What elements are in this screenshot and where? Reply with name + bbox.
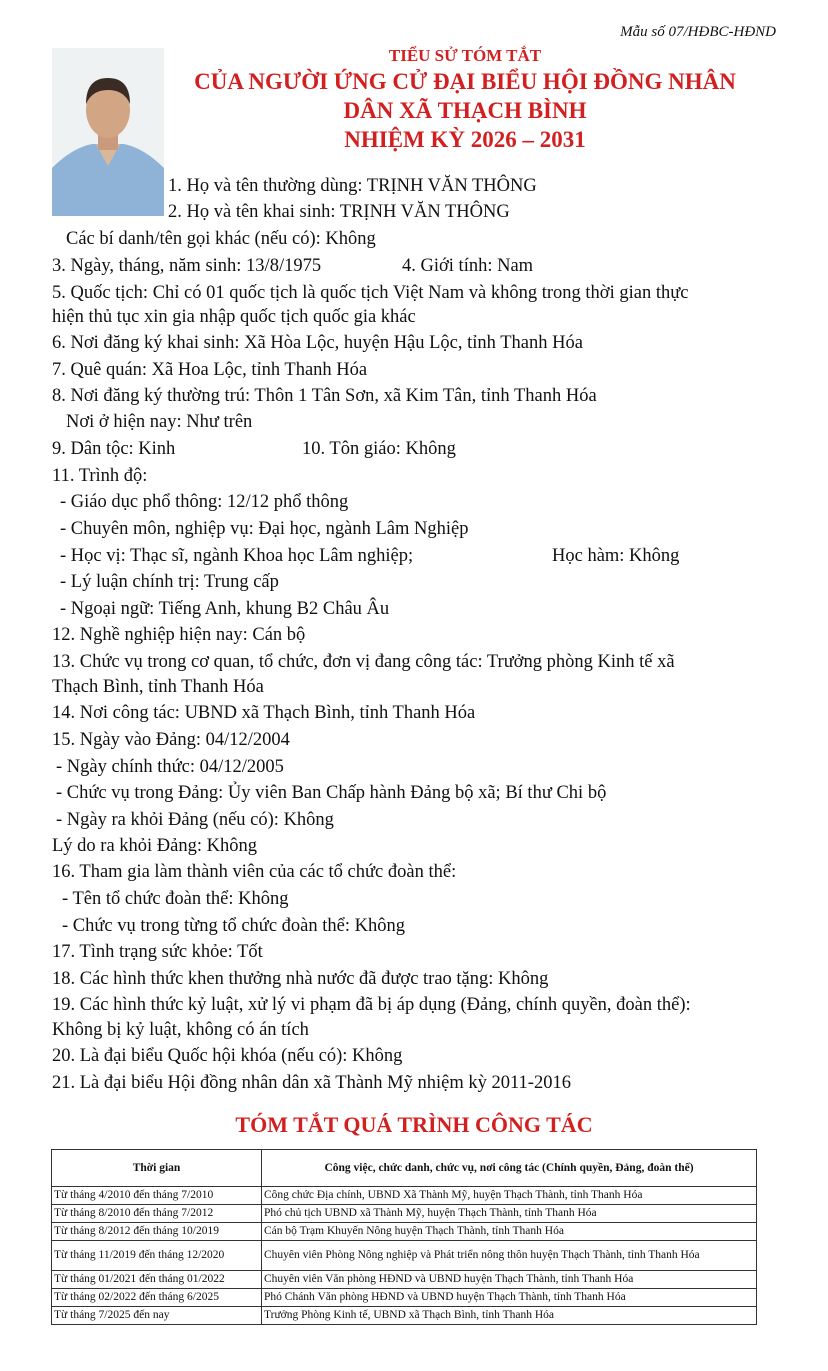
row-job: Công chức Địa chính, UBND Xã Thành Mỹ, huyện Thạch Thành, tỉnh Thanh Hóa xyxy=(262,1187,757,1205)
row-job: Cán bộ Trạm Khuyến Nông huyện Thạch Thành, tỉnh Thanh Hóa xyxy=(262,1223,757,1241)
title-line-4: NHIỆM KỲ 2026 – 2031 xyxy=(344,127,586,152)
row-job: Chuyên viên Phòng Nông nghiệp và Phát triển nông thôn huyện Thạch Thành, tỉnh Thanh Hóa xyxy=(262,1241,757,1271)
row-time: Từ tháng 7/2025 đến nay xyxy=(52,1307,262,1325)
row-time: Từ tháng 8/2010 đến tháng 7/2012 xyxy=(52,1205,262,1223)
birth-name: 2. Họ và tên khai sinh: TRỊNH VĂN THÔNG xyxy=(168,202,510,222)
council-member: 21. Là đại biểu Hội đồng nhân dân xã Thành Mỹ nhiệm kỳ 2011-2016 xyxy=(52,1073,571,1093)
party-leave-date: - Ngày ra khỏi Đảng (nếu có): Không xyxy=(56,810,334,830)
workplace: 14. Nơi công tác: UBND xã Thạch Bình, tỉnh Thanh Hóa xyxy=(52,703,476,723)
awards: 18. Các hình thức khen thưởng nhà nước đã được trao tặng: Không xyxy=(52,969,549,989)
row-job: Chuyên viên Văn phòng HĐND và UBND huyện Thạch Thành, tỉnh Thanh Hóa xyxy=(262,1271,757,1289)
row-time: Từ tháng 11/2019 đến tháng 12/2020 xyxy=(52,1241,262,1271)
table-row xyxy=(52,1271,757,1289)
form-number: Mẫu số 07/HĐBC-HĐND xyxy=(620,24,776,40)
row-job: Phó Chánh Văn phòng HĐND và UBND huyện Thạch Thành, tỉnh Thanh Hóa xyxy=(262,1289,757,1307)
header-job: Công việc, chức danh, chức vụ, nơi công tác (Chính quyền, Đảng, đoàn thể) xyxy=(262,1150,757,1187)
gender: 4. Giới tính: Nam xyxy=(402,256,534,276)
work-history-table xyxy=(51,1149,757,1325)
portrait-image xyxy=(52,48,164,216)
table-row xyxy=(52,1289,757,1307)
row-time: Từ tháng 4/2010 đến tháng 7/2010 xyxy=(52,1187,262,1205)
discipline: 19. Các hình thức kỷ luật, xử lý vi phạm đã bị áp dụng (Đảng, chính quyền, đoàn thể): xyxy=(52,995,691,1015)
table-row xyxy=(52,1307,757,1325)
table-row xyxy=(52,1205,757,1223)
position-cont: Thạch Bình, tỉnh Thanh Hóa xyxy=(52,677,264,697)
party-position: - Chức vụ trong Đảng: Ủy viên Ban Chấp hành Đảng bộ xã; Bí thư Chi bộ xyxy=(56,783,607,803)
religion: 10. Tôn giáo: Không xyxy=(302,439,456,459)
common-name: 1. Họ và tên thường dùng: TRỊNH VĂN THÔNG xyxy=(168,176,537,196)
date-of-birth: 3. Ngày, tháng, năm sinh: 13/8/1975 xyxy=(52,256,322,276)
permanent-residence: 8. Nơi đăng ký thường trú: Thôn 1 Tân Sơn, xã Kim Tân, tỉnh Thanh Hóa xyxy=(52,386,597,406)
academic-title: Học hàm: Không xyxy=(552,546,680,566)
title-line-2: CỦA NGƯỜI ỨNG CỬ ĐẠI BIỂU HỘI ĐỒNG NHÂN xyxy=(194,69,736,94)
nationality: 5. Quốc tịch: Chỉ có 01 quốc tịch là quốc tịch Việt Nam và không trong thời gian thực xyxy=(52,283,689,303)
position: 13. Chức vụ trong cơ quan, tổ chức, đơn vị đang công tác: Trưởng phòng Kinh tế xã xyxy=(52,652,675,672)
aliases: Các bí danh/tên gọi khác (nếu có): Không xyxy=(66,229,376,249)
candidate-photo xyxy=(52,48,164,216)
party-official-date: - Ngày chính thức: 04/12/2005 xyxy=(56,757,284,777)
title-line-3: DÂN XÃ THẠCH BÌNH xyxy=(343,98,587,123)
document-title xyxy=(160,45,770,154)
row-time: Từ tháng 01/2021 đến tháng 01/2022 xyxy=(52,1271,262,1289)
current-residence: Nơi ở hiện nay: Như trên xyxy=(66,412,253,432)
work-history-title: TÓM TẮT QUÁ TRÌNH CÔNG TÁC xyxy=(235,1112,593,1137)
ethnicity: 9. Dân tộc: Kinh xyxy=(52,439,176,459)
row-time: Từ tháng 02/2022 đến tháng 6/2025 xyxy=(52,1289,262,1307)
party-leave-reason: Lý do ra khỏi Đảng: Không xyxy=(52,836,258,856)
political-theory: - Lý luận chính trị: Trung cấp xyxy=(60,572,279,592)
general-education: - Giáo dục phổ thông: 12/12 phổ thông xyxy=(60,492,349,512)
education-heading: 11. Trình độ: xyxy=(52,466,148,486)
row-job: Phó chủ tịch UBND xã Thành Mỹ, huyện Thạch Thành, tỉnh Thanh Hóa xyxy=(262,1205,757,1223)
discipline-cont: Không bị kỷ luật, không có án tích xyxy=(52,1020,309,1040)
health-status: 17. Tình trạng sức khỏe: Tốt xyxy=(52,942,263,962)
nationality-cont: hiện thủ tục xin gia nhập quốc tịch quốc gia khác xyxy=(52,307,416,327)
professional-qualification: - Chuyên môn, nghiệp vụ: Đại học, ngành Lâm Nghiệp xyxy=(60,519,469,539)
row-time: Từ tháng 8/2012 đến tháng 10/2019 xyxy=(52,1223,262,1241)
table-row xyxy=(52,1223,757,1241)
party-join-date: 15. Ngày vào Đảng: 04/12/2004 xyxy=(52,730,290,750)
birth-registration: 6. Nơi đăng ký khai sinh: Xã Hòa Lộc, huyện Hậu Lộc, tỉnh Thanh Hóa xyxy=(52,333,583,353)
table-header-row xyxy=(52,1150,757,1187)
row-job: Trưởng Phòng Kinh tế, UBND xã Thạch Bình, tỉnh Thanh Hóa xyxy=(262,1307,757,1325)
table-row xyxy=(52,1187,757,1205)
national-assembly: 20. Là đại biểu Quốc hội khóa (nếu có): Không xyxy=(52,1046,403,1066)
academic-degree: - Học vị: Thạc sĩ, ngành Khoa học Lâm nghiệp; xyxy=(60,546,414,566)
header-time: Thời gian xyxy=(52,1150,262,1187)
table-row xyxy=(52,1241,757,1271)
hometown: 7. Quê quán: Xã Hoa Lộc, tỉnh Thanh Hóa xyxy=(52,360,368,380)
title-line-1: TIỂU SỬ TÓM TẮT xyxy=(388,46,542,65)
organizations: 16. Tham gia làm thành viên của các tổ chức đoàn thể: xyxy=(52,862,457,882)
organization-position: - Chức vụ trong từng tổ chức đoàn thể: Không xyxy=(62,916,405,936)
foreign-language: - Ngoại ngữ: Tiếng Anh, khung B2 Châu Âu xyxy=(60,599,390,619)
organization-name: - Tên tổ chức đoàn thể: Không xyxy=(62,889,289,909)
occupation: 12. Nghề nghiệp hiện nay: Cán bộ xyxy=(52,625,306,645)
